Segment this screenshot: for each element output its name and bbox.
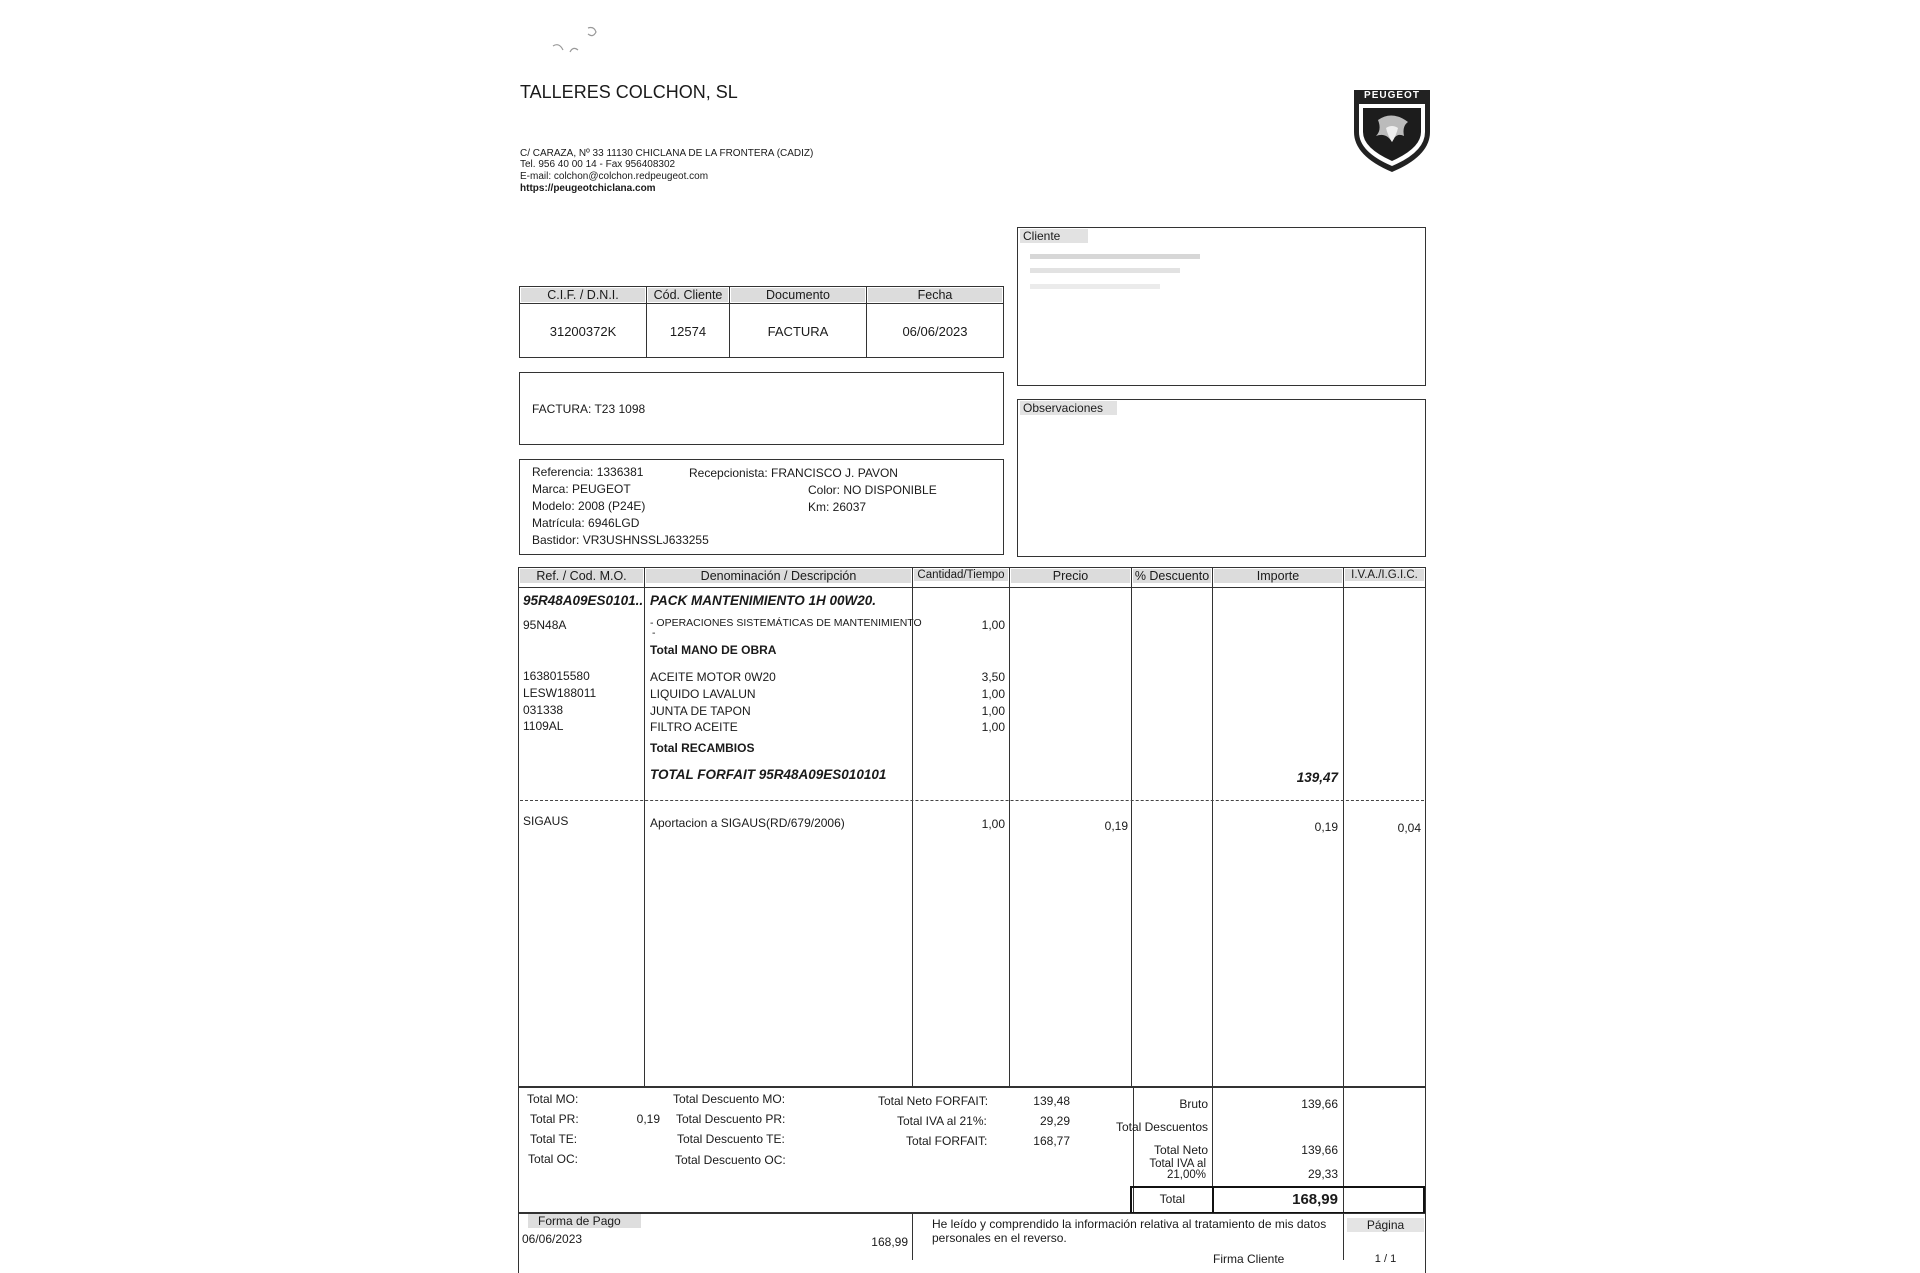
col-header-cantidad: Cantidad/Tiempo [914, 569, 1008, 581]
total-pr-label: Total PR: [530, 1112, 579, 1126]
col-header-iva: I.V.A./I.G.I.C. [1345, 569, 1424, 581]
labor-qty: 1,00 [981, 618, 1005, 632]
desc-oc-label: Total Descuento OC: [675, 1153, 786, 1167]
desc-te-label: Total Descuento TE: [677, 1132, 785, 1146]
pagina-label: Página [1347, 1218, 1424, 1232]
client-redacted-name [1030, 254, 1200, 259]
labor-description-dash: - [652, 627, 656, 639]
part-ref: 1109AL [523, 719, 564, 733]
vehicle-bastidor: Bastidor: VR3USHNSSLJ633255 [532, 533, 709, 547]
part-ref: LESW188011 [523, 686, 597, 700]
forfait-amount: 139,47 [1296, 770, 1338, 785]
privacy-line-1: He leído y comprendido la información relativa al tratamiento de mis datos [932, 1217, 1327, 1231]
privacy-line-2: personales en el reverso. [932, 1231, 1067, 1245]
peugeot-logo [1352, 84, 1432, 174]
total-iva-label: Total IVA al [1149, 1158, 1206, 1170]
total-te-label: Total TE: [530, 1132, 578, 1146]
total-iva-value: 29,33 [1307, 1167, 1338, 1181]
pack-description: PACK MANTENIMIENTO 1H 00W20. [650, 593, 877, 608]
part-ref: 031338 [523, 703, 564, 717]
pago-fecha: 06/06/2023 [522, 1232, 583, 1246]
iva-21-value: 29,29 [1039, 1114, 1070, 1128]
id-header-cod-cliente: Cód. Cliente [648, 288, 728, 302]
company-email: E-mail: colchon@colchon.redpeugeot.com [520, 171, 709, 182]
labor-description: - OPERACIONES SISTEMÁTICAS DE MANTENIMIENTO [650, 617, 922, 629]
total-mo-label: Total MO: [527, 1092, 579, 1106]
sigaus-amount: 0,19 [1314, 820, 1338, 834]
total-forfait-value: 168,77 [1033, 1134, 1070, 1148]
forfait-label: TOTAL FORFAIT 95R48A09ES010101 [650, 767, 887, 782]
neto-forfait-label: Total Neto FORFAIT: [878, 1094, 989, 1108]
desc-pr-label: Total Descuento PR: [676, 1112, 786, 1126]
forma-pago-label: Forma de Pago [528, 1214, 641, 1228]
vehicle-marca: Marca: PEUGEOT [532, 482, 631, 496]
id-fecha-value: 06/06/2023 [902, 324, 968, 339]
id-header-cif: C.I.F. / D.N.I. [521, 288, 645, 302]
total-pr-value: 0,19 [636, 1112, 660, 1126]
total-neto-label: Total Neto [1153, 1143, 1208, 1157]
pack-ref: 95R48A09ES0101.. [523, 593, 644, 608]
total-descuentos-label: Total Descuentos [1115, 1120, 1208, 1134]
part-description: JUNTA DE TAPON [650, 704, 751, 718]
part-ref: 1638015580 [523, 669, 590, 683]
logo-text: PEUGEOT [1364, 90, 1420, 101]
observations-box [1017, 399, 1426, 557]
scan-artifact [548, 22, 618, 62]
grand-total-value: 168,99 [1292, 1191, 1338, 1208]
neto-forfait-value: 139,48 [1033, 1094, 1070, 1108]
labor-ref: 95N48A [523, 618, 567, 632]
sigaus-price: 0,19 [1104, 819, 1128, 833]
company-name: TALLERES COLCHON, SL [520, 82, 738, 102]
col-header-descuento: % Descuento [1134, 569, 1210, 583]
client-redacted-address [1030, 268, 1180, 273]
pago-importe: 168,99 [871, 1235, 908, 1249]
vehicle-recepcionista: Recepcionista: FRANCISCO J. PAVON [689, 466, 898, 480]
part-description: FILTRO ACEITE [650, 720, 738, 734]
vehicle-modelo: Modelo: 2008 (P24E) [532, 499, 646, 513]
sigaus-description: Aportacion a SIGAUS(RD/679/2006) [650, 816, 845, 830]
id-header-fecha: Fecha [868, 288, 1002, 302]
part-description: LIQUIDO LAVALUN [650, 687, 756, 701]
client-box [1017, 227, 1426, 386]
col-header-descripcion: Denominación / Descripción [646, 569, 911, 583]
part-qty: 1,00 [981, 704, 1005, 718]
total-neto-value: 139,66 [1301, 1143, 1338, 1157]
col-header-importe: Importe [1214, 569, 1342, 583]
part-qty: 1,00 [981, 687, 1005, 701]
forfait-separator [520, 800, 1424, 801]
total-parts-label: Total RECAMBIOS [650, 741, 755, 755]
invoice-number: FACTURA: T23 1098 [532, 402, 646, 416]
client-redacted-city [1030, 284, 1160, 289]
part-qty: 1,00 [981, 720, 1005, 734]
id-cod-cliente-value: 12574 [669, 324, 707, 339]
vehicle-matricula: Matrícula: 6946LGD [532, 516, 640, 530]
id-documento-value: FACTURA [767, 324, 829, 339]
sigaus-iva: 0,04 [1397, 821, 1421, 835]
iva-21-label: Total IVA al 21%: [897, 1114, 987, 1128]
pagina-value: 1 / 1 [1374, 1253, 1397, 1265]
bruto-value: 139,66 [1301, 1097, 1338, 1111]
vehicle-color: Color: NO DISPONIBLE [808, 483, 937, 497]
company-phone: Tel. 956 40 00 14 - Fax 956408302 [520, 159, 676, 170]
company-web: https://peugeotchiclana.com [520, 183, 656, 194]
grand-total-label: Total [1159, 1192, 1185, 1206]
col-header-ref: Ref. / Cod. M.O. [520, 569, 643, 583]
total-forfait-label: Total FORFAIT: [906, 1134, 988, 1148]
part-qty: 3,50 [981, 670, 1005, 684]
part-description: ACEITE MOTOR 0W20 [650, 670, 776, 684]
vehicle-referencia: Referencia: 1336381 [532, 465, 644, 479]
observations-label: Observaciones [1020, 401, 1117, 415]
vehicle-km: Km: 26037 [808, 500, 867, 514]
col-header-precio: Precio [1011, 569, 1130, 583]
total-oc-label: Total OC: [528, 1152, 579, 1166]
sigaus-qty: 1,00 [981, 817, 1005, 831]
client-label: Cliente [1020, 229, 1088, 243]
sigaus-ref: SIGAUS [523, 814, 569, 828]
company-address: C/ CARAZA, Nº 33 11130 CHICLANA DE LA FRONTERA (CADIZ) [520, 148, 814, 159]
bruto-label: Bruto [1179, 1097, 1208, 1111]
id-cif-value: 31200372K [549, 324, 617, 339]
desc-mo-label: Total Descuento MO: [673, 1092, 786, 1106]
total-labor-label: Total MANO DE OBRA [650, 643, 777, 657]
id-header-documento: Documento [731, 288, 865, 302]
firma-cliente: Firma Cliente [1213, 1252, 1285, 1266]
total-iva-rate: 21,00% [1166, 1169, 1206, 1181]
